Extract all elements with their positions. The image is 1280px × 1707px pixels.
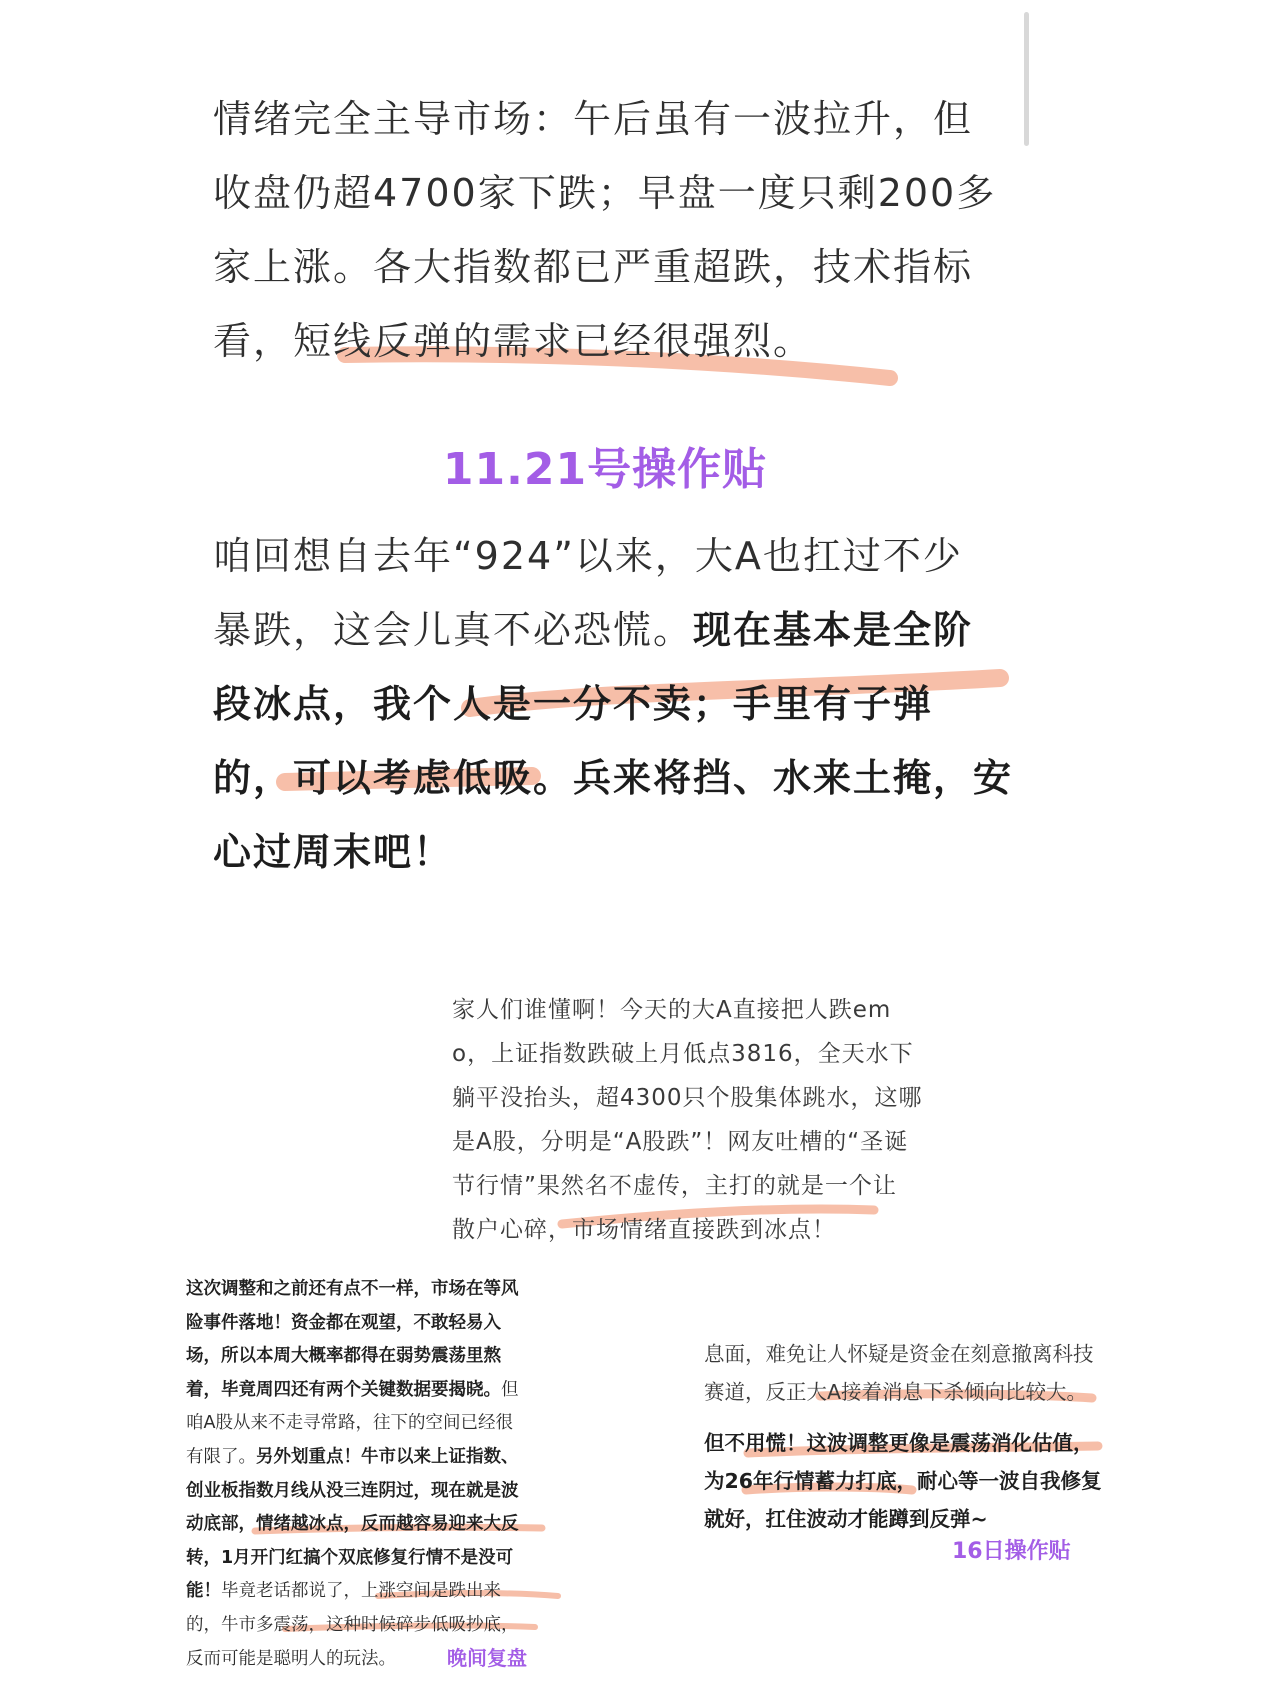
market-card-paragraph <box>452 988 930 1252</box>
post-title: 11.21号操作贴 <box>442 444 768 495</box>
text-line: 是A股，分明是“A股跌”！网友吐槽的“圣诞 <box>452 1129 909 1155</box>
advice-plain-text: 咱回想自去年“924”以来，大A也扛过不少 暴跌，这会儿真不必恐慌。 <box>213 534 963 652</box>
text-line: 躺平没抬头，超4300只个股集体跳水，这哪 <box>452 1085 923 1111</box>
text-line: 节行情”果然名不虚传，主打的就是一个让 <box>452 1173 897 1199</box>
text-line: 收盘仍超4700家下跌；早盘一度只剩200多 <box>213 171 997 215</box>
evening-review-snippet <box>186 1273 556 1676</box>
snippet-bold-text: 另外划重点！牛市以来上证指数、 创业板指数月线从没三连阴过，现在就是波 动底部，情绪越冰点，反而越容易迎来大反 转，1月开门红搞个双底修复行情不是没可 能！ <box>186 1446 519 1602</box>
advice-bold-text: 现在基本是全阶 段冰点，我个人是一分不卖；手里有子弹 的，可以考虑低吸。兵来将挡、水来土掩，安 心过周末吧！ <box>213 608 1014 874</box>
snippet-plain-text: 但 咱A股从来不走寻常路，往下的空间已经很 有限了。 <box>186 1379 519 1467</box>
snippet-bold-text: 这次调整和之前还有点不一样，市场在等风 险事件落地！资金都在观望，不敢轻易入 场，所以本周大概率都得在弱势震荡里熬 着，毕竟周四还有两个关键数据要揭晓。 <box>186 1279 519 1400</box>
text-line: 散户心碎，市场情绪直接跌到冰点！ <box>452 1217 836 1243</box>
operation-advice-paragraph <box>213 519 1013 889</box>
market-summary-paragraph <box>213 82 1013 378</box>
text-line: 情绪完全主导市场：午后虽有一波拉升，但 <box>213 97 974 141</box>
operation-post-snippet: 息面，难免让人怀疑是资金在刻意撤离科技 赛道，反正大A接着消息下杀倾向比较大。 <box>704 1342 1094 1404</box>
text-line: o，上证指数跌破上月低点3816，全天水下 <box>452 1041 914 1067</box>
operation-post-bold: 但不用慌！这波调整更像是震荡消化估值， 为26年行情蓄力打底，耐心等一波自我修复 就好，扛住波动才能蹲到反弹~ <box>704 1431 1102 1531</box>
scrollbar[interactable] <box>1024 12 1029 146</box>
text-line: 看，短线反弹的需求已经很强烈。 <box>213 319 814 363</box>
text-line: 家人们谁懂啊！今天的大A直接把人跌em <box>452 997 892 1023</box>
text-line: 家上涨。各大指数都已严重超跌，技术指标 <box>213 245 974 289</box>
operation-post-tag: 16日操作贴 <box>952 1539 1071 1564</box>
snippet-plain-text: 毕竟老话都说了，上涨空间是跌出来 的，牛市多震荡，这种时候碎步低吸抄底， 反而可能是聪明人的玩法。 <box>186 1581 519 1669</box>
evening-review-tag: 晚间复盘 <box>447 1646 527 1670</box>
